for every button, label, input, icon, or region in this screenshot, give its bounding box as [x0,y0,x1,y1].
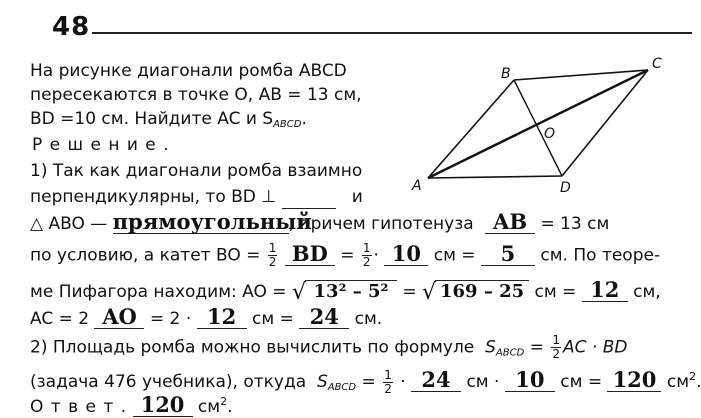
problem-line-3-text: BD =10 см. Найдите AC и S [30,109,274,129]
side-da [428,176,562,178]
two-times: = 2 · [149,309,192,329]
cm-equals-4: см = [560,372,603,392]
side-ab [428,80,514,178]
answer-bd: BD [285,243,335,266]
step1-line-2-and: и [351,187,363,207]
answer-period: . [227,397,233,417]
problem-line-1: На рисунке диагонали ромба ABCD [30,61,347,81]
cm-equals-2: см = [534,282,577,302]
dot-sign: · [373,245,379,266]
step1-line-1: 1) Так как диагонали ромба взаимно [30,161,363,181]
answer-120: 120 [607,369,661,392]
task-reference: (задача 476 учебника), откуда [30,372,307,392]
formula-product: AC · BD [562,337,628,358]
problem-line-3-end: . [301,109,307,129]
answer-radicand-2: 169 – 25 [435,280,529,303]
cm-comma: см, [633,282,661,302]
vertex-label-b: B [501,66,511,82]
ac-text: AC = 2 [30,309,90,329]
side-bc [514,70,648,80]
vertex-label-c: C [652,56,662,72]
vertex-label-d: D [560,180,571,196]
cm-equals-3: см = [251,309,294,329]
cm-times: см · [466,372,500,392]
answer-sup: 2 [220,395,228,408]
cm-squared: см [666,372,690,392]
triangle-label: △ ABO — [30,214,108,234]
area-subscript-3: ABCD [327,382,357,393]
area-formula-text: 2) Площадь ромба можно вычислить по формуле [30,337,475,358]
answer-24-b: 24 [411,369,461,392]
fraction-half-3: $\frac{1}{2}$ [552,333,560,361]
hypotenuse-value: = 13 см [540,214,610,234]
solution-heading: Р е ш е н и е . [32,135,170,155]
answer-12-b: 12 [197,306,247,329]
sqrt-icon: √ [291,280,306,305]
period: . [696,372,701,392]
ao-text: ме Пифагора находим: AO = [30,282,287,302]
center-label-o: O [544,126,556,142]
answer-radicand-1: 13² – 5² [305,280,397,303]
vertex-label-a: A [412,178,422,194]
equals-sign-2: = [402,282,417,302]
fraction-half: $\frac{1}{2}$ [268,241,277,269]
cm-period: см. [354,309,383,329]
answer-12: 12 [582,279,628,302]
answer-24: 24 [299,306,349,329]
answer-unit: см [197,397,221,417]
dot-sign-2: · [400,372,406,392]
sqrt-icon-2: √ [422,280,437,305]
problem-line-2: пересекаются в точке O, AB = 13 см, [30,85,362,105]
page-number: 48 [52,12,91,42]
answer-10-b: 10 [505,369,555,392]
area-symbol: S [485,337,496,358]
area-subscript-2: ABCD [495,347,525,359]
pythagoras-intro: см. По теоре- [540,245,661,266]
equals-sign: = [340,245,355,266]
area-subscript: ABCD [273,119,302,130]
squared-sup: 2 [689,370,697,383]
leg-text: по условию, а катет BO = [30,245,261,266]
side-cd [562,70,648,176]
answer-label: О т в е т . [30,397,128,417]
diagonal-ac [428,70,648,178]
answer-5: 5 [481,243,535,266]
area-symbol-2: S [316,372,328,392]
equals-sign-3: = [529,337,544,358]
cm-equals: см = [433,245,476,266]
fraction-half-4: $\frac{1}{2}$ [384,367,392,396]
fraction-half-2: $\frac{1}{2}$ [362,241,371,269]
answer-right-triangle: прямоугольный [112,209,312,234]
answer-10: 10 [384,243,428,266]
hypotenuse-text: , причем гипотенуза [288,214,474,234]
equals-sign-4: = [361,372,376,392]
answer-ao: AO [94,306,144,329]
answer-hypotenuse: AB [485,211,535,234]
step1-line-2-text: перпендикулярны, то BD ⊥ [30,187,277,207]
answer-final-value: 120 [133,394,193,417]
